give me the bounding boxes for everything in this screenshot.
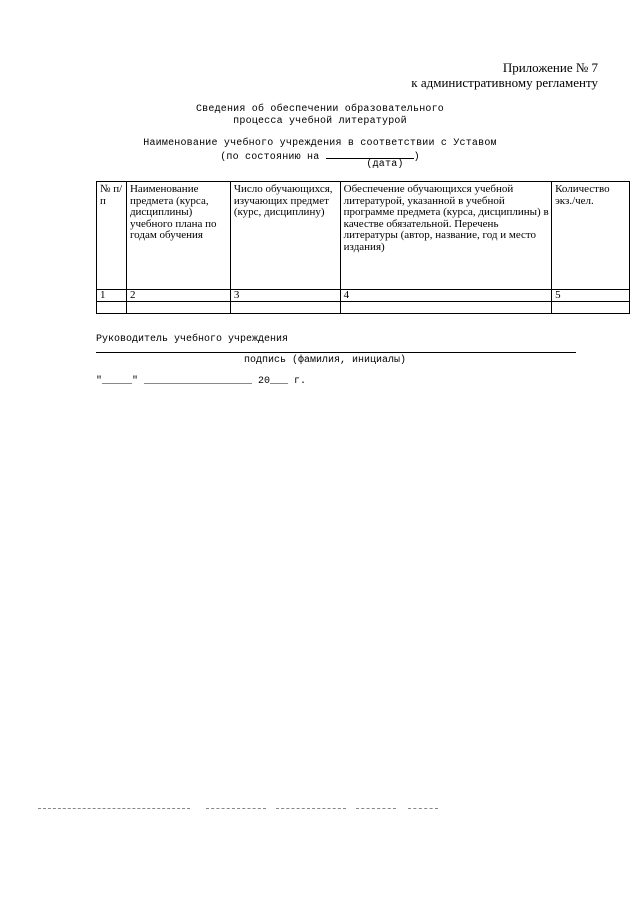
date-blank-line (326, 149, 414, 159)
table-number-row (97, 290, 630, 302)
scan-artifact (38, 808, 190, 809)
column-number-4: 4 (340, 290, 551, 302)
as-of-suffix: ) (413, 152, 420, 163)
empty-cell (126, 302, 230, 314)
empty-cell (230, 302, 340, 314)
date-fill-line: "_____" __________________ 20___ г. (96, 376, 307, 387)
scan-artifact (206, 808, 266, 809)
table-header-row (97, 182, 630, 290)
empty-cell (340, 302, 551, 314)
table-row (97, 302, 630, 314)
header-quantity: Количество экз./чел. (552, 182, 630, 290)
header-number: № п/п (97, 182, 127, 290)
head-of-institution-label: Руководитель учебного учреждения (96, 334, 289, 345)
column-number-5: 5 (552, 290, 630, 302)
header-subject: Наименование предмета (курса, дисциплины) учебного плана по годам обучения (126, 182, 230, 290)
column-number-3: 3 (230, 290, 340, 302)
date-caption: (дата) (366, 159, 404, 170)
header-literature: Обеспечение обучающихся учебной литературой, указанной в учебной программе предмета (курса, дисциплины) в качестве обязательной. Перечень литературы (автор, название, год и место издания) (340, 182, 551, 290)
signature-caption: подпись (фамилия, инициалы) (244, 355, 407, 366)
appendix-regulation: к административному регламенту (411, 75, 598, 90)
scan-artifact (356, 808, 396, 809)
document-title-line1: Сведения об обеспечении образовательного (195, 104, 445, 115)
as-of-prefix: (по состоянию на (220, 152, 320, 163)
column-number-2: 2 (126, 290, 230, 302)
column-number-1: 1 (97, 290, 127, 302)
scan-artifact (276, 808, 346, 809)
scan-artifact (408, 808, 438, 809)
document-title-line2: процесса учебной литературой (233, 116, 407, 127)
signature-line (96, 352, 576, 353)
institution-name-label: Наименование учебного учреждения в соответствии с Уставом (143, 138, 497, 149)
appendix-number: Приложение № 7 (502, 60, 598, 75)
empty-cell (97, 302, 127, 314)
header-students: Число обучающихся, изучающих предмет (курс, дисциплину) (230, 182, 340, 290)
empty-cell (552, 302, 630, 314)
literature-table (96, 181, 630, 314)
